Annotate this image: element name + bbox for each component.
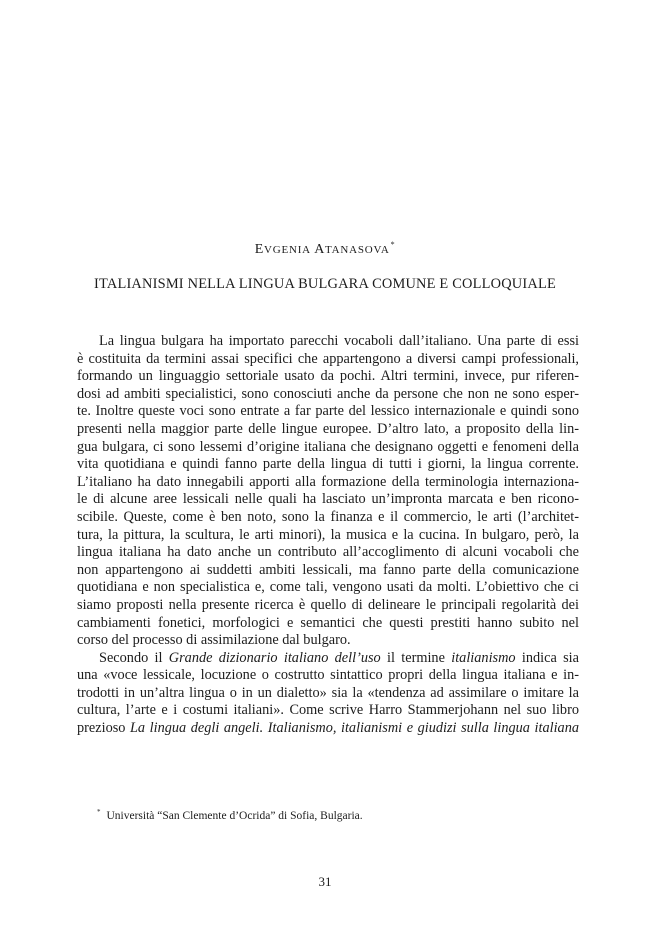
dictionary-title: Grande dizionario italiano dell’uso: [168, 649, 381, 666]
body-line: dosi ad ambiti specialistici, sono conosciuti anche da persone che non ne sono esper-: [77, 385, 579, 402]
body-line: trodotti in un’altra lingua o in un dialetto» sia la «tendenza ad assimilare o imitare la: [77, 684, 579, 701]
body-line: La lingua bulgara ha importato parecchi vocaboli dall’italiano. Una parte di essi: [99, 333, 579, 349]
body-line: tura, la pittura, la scultura, le arti minori), la musica e la cucina. In bulgaro, però, la: [77, 526, 579, 543]
body-line: corso del processo di assimilazione dal bulgaro.: [77, 632, 351, 649]
body-line: cambiamenti fonetici, morfologici e semantici che questi prestiti hanno subito nel: [77, 614, 579, 631]
footnote-text: Università “San Clemente d’Ocrida” di Sofia, Bulgaria.: [106, 810, 363, 822]
author-name: EVGENIA ATANASOVA*: [254, 240, 396, 257]
body-line: te. Inoltre queste voci sono entrate a far parte del lessico internazionale e quindi sono: [77, 403, 579, 420]
page-number: 31: [318, 874, 332, 889]
article-body: [77, 333, 579, 738]
body-line: prezioso La lingua degli angeli. Italianismo, italianismi e giudizi sulla lingua italiana: [77, 720, 579, 737]
term-italianismo: italianismo: [451, 649, 516, 666]
body-line: formando un linguaggio settoriale usato da pochi. Altri termini, invece, pur riferen-: [77, 368, 579, 385]
body-line: le di alcune aree lessicali nelle quali ha lasciato un’impronta marcata e ben ricono-: [77, 491, 579, 508]
body-line: gua bulgara, ci sono lessemi d’origine italiana che designano oggetti e fenomeni della: [77, 438, 579, 455]
body-line: è costituita da termini assai specifici che appartengono a diversi campi professionali,: [77, 350, 579, 367]
body-line: quotidiana e non specialistica e, come tali, vengono usati da molti. L’obiettivo che ci: [77, 579, 579, 596]
body-line: cultura, l’arte e i costumi italiani». Come scrive Harro Stammerjohann nel suo libro: [77, 702, 579, 719]
body-line: vita quotidiana e quindi fanno parte della lingua di tutti i giorni, la lingua corrente.: [77, 456, 579, 473]
body-line: scibile. Queste, come è ben noto, sono la finanza e il commercio, le arti (l’architet-: [77, 508, 579, 525]
body-line: una «voce lessicale, locuzione o costrutto sintattico propri della lingua italiana e in-: [77, 667, 579, 684]
body-line: non appartengono ai suddetti ambiti lessicali, ma fanno parte della comunicazione: [77, 561, 579, 578]
body-line: Secondo il Grande dizionario italiano dell’uso il termine italianismo indica sia: [99, 649, 579, 666]
book-title: La lingua degli angeli. Italianismo, italianismi e giudizi sulla lingua italiana: [129, 720, 579, 737]
author-footnote-mark: *: [390, 240, 396, 249]
body-line: siamo proposti nella presente ricerca è quello di delineare le principali regolarità dei: [77, 596, 579, 613]
body-line: lingua italiana ha dato anche un contributo all’accoglimento di alcuni vocaboli che: [77, 544, 579, 561]
article-title: ITALIANISMI NELLA LINGUA BULGARA COMUNE E COLLOQUIALE: [94, 276, 556, 292]
body-line: presenti nella maggior parte delle lingue europee. D’altro lato, a proposito della lin-: [77, 420, 579, 437]
body-line: L’italiano ha dato innegabili apporti alla formazione della terminologia internaziona-: [77, 473, 579, 490]
footnote-mark: *: [97, 808, 101, 816]
footnote: [97, 808, 363, 822]
